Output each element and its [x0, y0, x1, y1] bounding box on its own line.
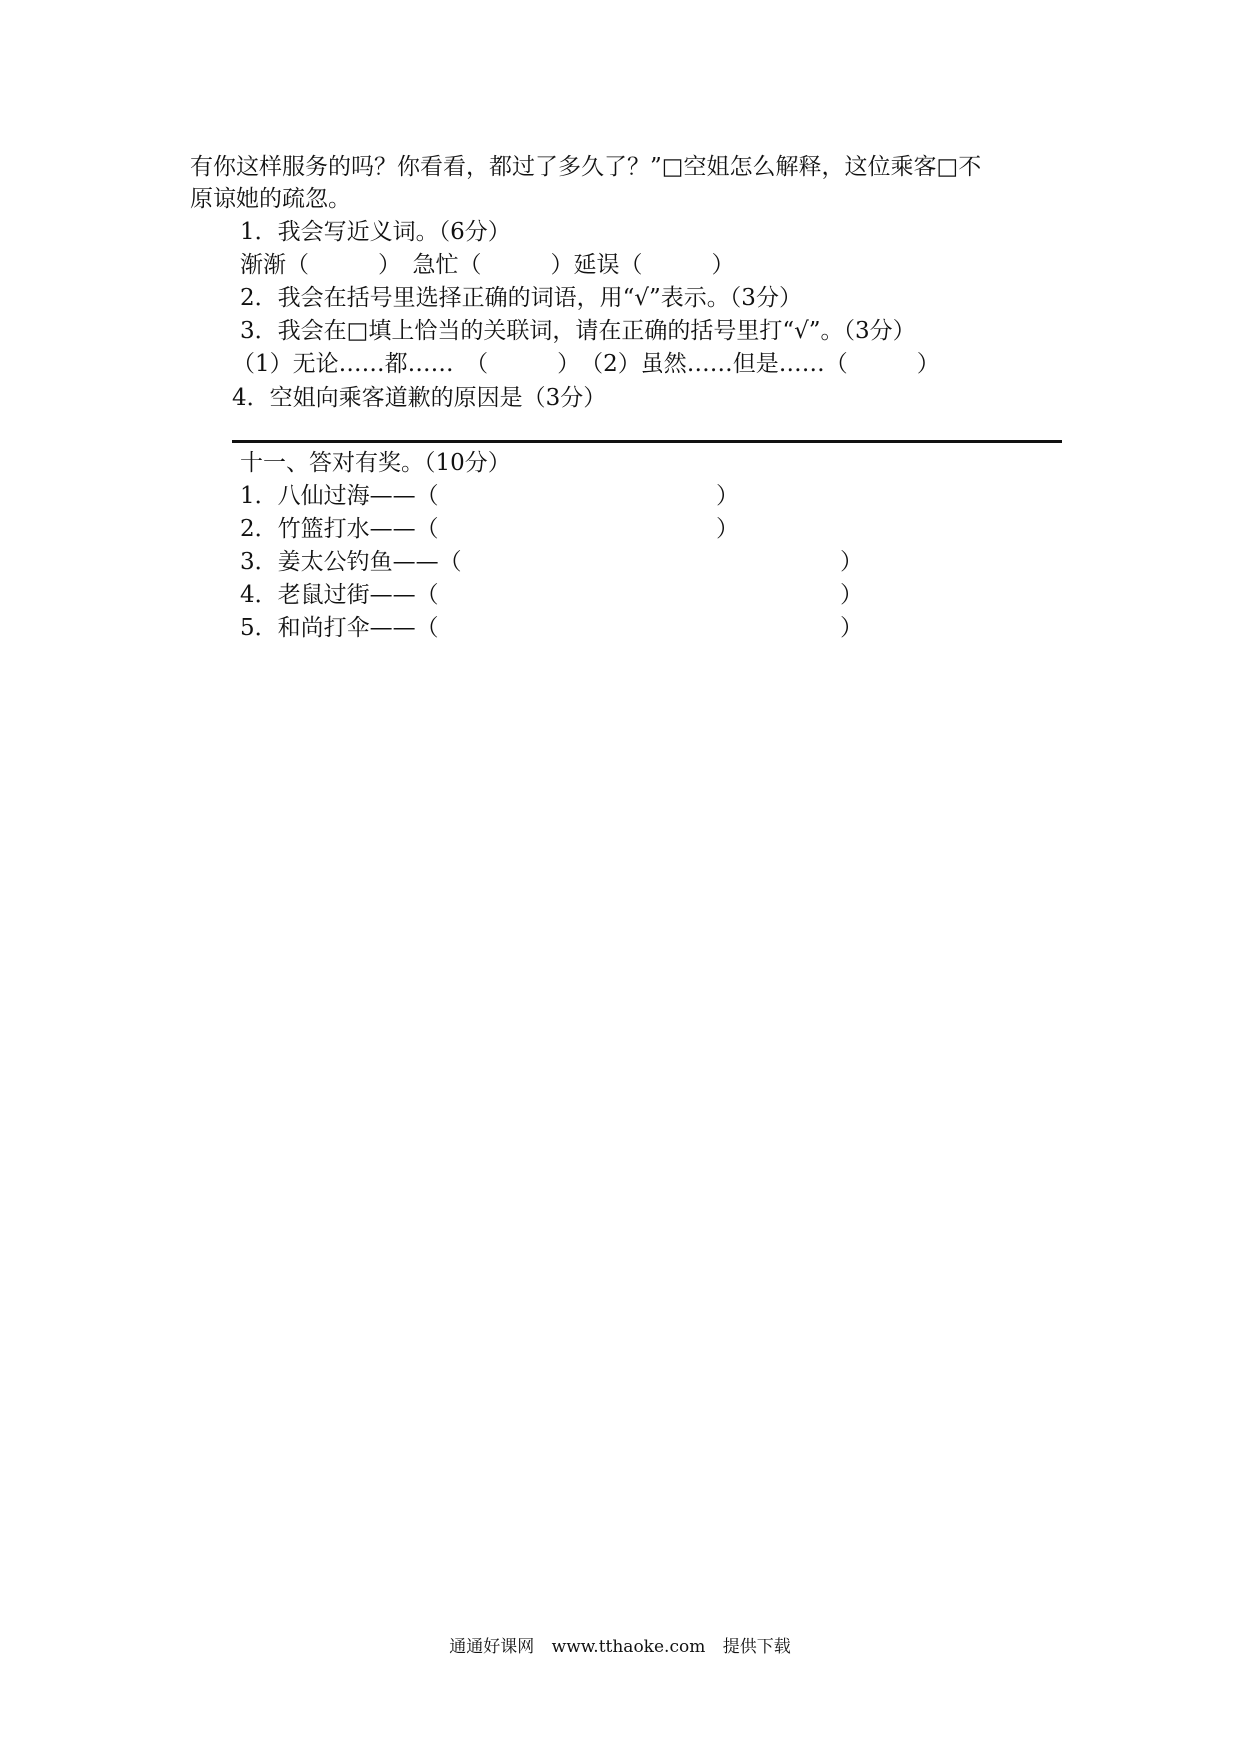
riddle-item-4	[240, 580, 439, 610]
riddle-item-2-close: ）	[716, 516, 739, 542]
riddle-item-label: 3．姜太公钓鱼——（	[240, 549, 462, 575]
divider-line	[232, 440, 1062, 443]
footer-url[interactable]: www.tthaoke.com	[551, 1637, 706, 1657]
question-3: 3．我会在□填上恰当的关联词，请在正确的括号里打“√”。（3分）	[240, 318, 916, 344]
riddle-item-label: 4．老鼠过街——（	[240, 582, 439, 608]
riddle-item-label: 2．竹篮打水——（	[240, 516, 439, 542]
passage-line-2: 原谅她的疏忽。	[190, 186, 351, 212]
question-1-synonyms: 渐渐（ ） 急忙（ ）延误（ ）	[240, 252, 735, 278]
riddle-item-2	[240, 514, 439, 544]
question-2: 2．我会在括号里选择正确的词语，用“√”表示。（3分）	[240, 285, 802, 311]
riddle-item-1	[240, 481, 439, 511]
page-footer	[0, 1636, 1240, 1658]
riddle-item-label: 1．八仙过海——（	[240, 483, 439, 509]
question-4: 4．空姐向乘客道歉的原因是（3分）	[232, 385, 607, 411]
riddle-item-4-close: ）	[840, 582, 863, 608]
question-1: 1．我会写近义词。（6分）	[240, 219, 511, 245]
footer-site-name: 通通好课网	[449, 1637, 535, 1657]
riddle-item-5	[240, 613, 439, 643]
passage-line-1: 有你这样服务的吗？你看看，都过了多久了？”□空姐怎么解释，这位乘客□不	[190, 154, 982, 180]
riddle-item-5-close: ）	[840, 615, 863, 641]
riddle-item-1-close: ）	[716, 483, 739, 509]
riddle-item-label: 5．和尚打伞——（	[240, 615, 439, 641]
section-11-heading: 十一、答对有奖。（10分）	[240, 450, 511, 476]
riddle-item-3-close: ）	[840, 549, 863, 575]
question-3-options: （1）无论……都…… （ ） （2）虽然……但是……（ ）	[232, 351, 940, 377]
footer-suffix: 提供下载	[722, 1637, 791, 1657]
riddle-item-3	[240, 547, 462, 577]
